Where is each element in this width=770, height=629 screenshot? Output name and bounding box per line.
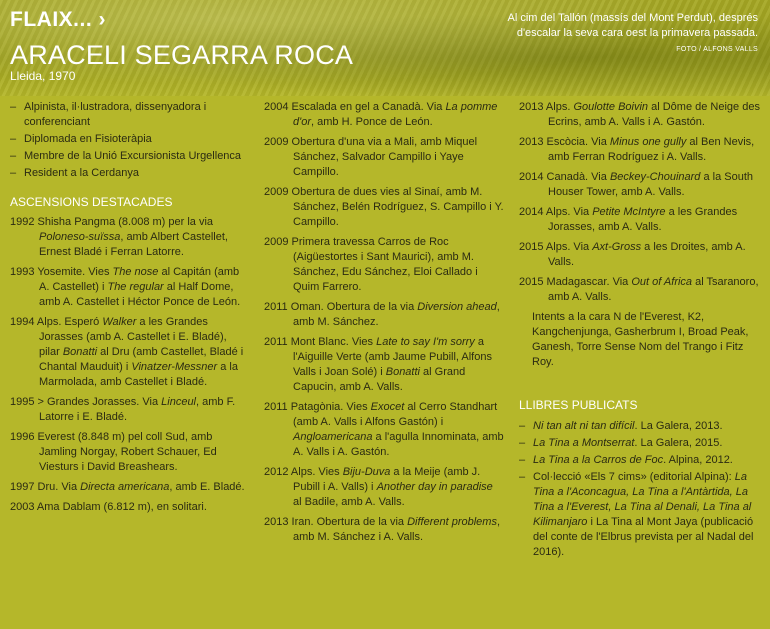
books-list: [519, 419, 764, 560]
ascent-entry: 2011 Mont Blanc. Vies Late to say I'm sorry a l'Aiguille Verte (amb Jaume Pubill, Alfons Valls i Joan Solé) i Bonatti al Grand Capucin, amb A. Valls.: [264, 336, 492, 393]
ascents-heading: ASCENSIONS DESTACADES: [10, 195, 173, 209]
ascent-entry: 1997 Dru. Via Directa americana, amb E. Bladé.: [10, 481, 245, 493]
book-item: – Col·lecció «Els 7 cims» (editorial Alpina): La Tina a l'Aconcagua, La Tina a l'Antàrtida, La Tina a l'Everest, La Tina al Denali, La Tina al Kilimanjaro i La Tina al Mont Jaya (publicació del conte de l'Elbrus prevista per al Nadal del 2016).: [519, 470, 764, 560]
header-photo: [0, 0, 770, 96]
book-item: – La Tina a la Carros de Foc. Alpina, 2012.: [519, 453, 764, 468]
ascent-entry: 2014 Alps. Via Petite McIntyre a les Grandes Jorasses, amb A. Valls.: [519, 206, 738, 233]
ascent-entry: 1994 Alps. Esperó Walker a les Grandes Jorasses (amb A. Castellet i E. Bladé), pilar Bonatti al Dru (amb Castellet, Bladé i Chantal Mauduit) i Vinatzer-Messner a la Marmolada, amb Castellet i Bladé.: [10, 316, 244, 388]
ascent-entry: 1992 Shisha Pangma (8.008 m) per la via Poloneso-suïssa, amb Albert Castellet, Ernest Bladé i Ferran Latorre.: [10, 216, 228, 258]
ascent-entry: 2015 Madagascar. Via Out of Africa al Tsaranoro, amb A. Valls.: [519, 276, 759, 303]
section-kicker: FLAIX... ›: [10, 8, 106, 31]
caption-text: Al cim del Tallón (massís del Mont Perdut), després d'escalar la seva cara oest la primavera passada.: [507, 12, 758, 39]
ascent-entry: 2014 Canadà. Via Beckey-Chouinard a la South Houser Tower, amb A. Valls.: [519, 171, 754, 198]
ascent-entry: 2012 Alps. Vies Biju-Duva a la Meije (amb J. Pubill i A. Valls) i Another day in paradise al Badile, amb A. Valls.: [264, 466, 493, 508]
ascent-entry: 1995 > Grandes Jorasses. Via Linceul, amb F. Latorre i E. Bladé.: [10, 396, 236, 423]
profile-place: Lleida, 1970: [10, 69, 76, 83]
ascent-entry: 2013 Escòcia. Via Minus one gully al Ben Nevis, amb Ferran Rodríguez i A. Valls.: [519, 136, 755, 163]
bio-item: – Diplomada en Fisioteràpia: [10, 132, 250, 147]
attempts-text: Intents a la cara N de l'Everest, K2, Kangchenjunga, Gasherbrum I, Broad Peak, Ganesh, Torre Sense Nom del Trango i Fitz Roy.: [532, 311, 749, 368]
profile-name: ARACELI SEGARRA ROCA: [10, 40, 354, 70]
ascent-entry: 2004 Escalada en gel a Canadà. Via La pomme d'or, amb H. Ponce de León.: [264, 101, 498, 128]
ascent-entry: 2009 Primera travessa Carros de Roc (Aigüestortes i Sant Maurici), amb M. Sánchez, Edu Sánchez, Eloi Callado i Quim Farrero.: [264, 236, 478, 293]
ascent-entry: 2009 Obertura d'una via a Mali, amb Miquel Sánchez, Salvador Campillo i Yaye Campillo.: [264, 136, 478, 178]
photo-caption: [498, 11, 758, 57]
column-3: [519, 100, 764, 562]
ascent-entry: 1996 Everest (8.848 m) pel coll Sud, amb Jamling Norgay, Robert Schauer, Ed Viesturs i David Breashears.: [10, 431, 217, 473]
bio-item: – Membre de la Unió Excursionista Urgellenca: [10, 149, 250, 164]
bio-item: – Alpinista, il·lustradora, dissenyadora i conferenciant: [10, 100, 250, 130]
ascent-entry: 2013 Iran. Obertura de la via Different problems, amb M. Sánchez i A. Valls.: [264, 516, 501, 543]
column-1: [10, 100, 250, 520]
chevron-right-icon: ›: [92, 8, 106, 31]
ascent-entry: 1993 Yosemite. Vies The nose al Capitán (amb A. Castellet) i The regular al Half Dome, amb A. Castellet i Héctor Ponce de León.: [10, 266, 241, 308]
photo-credit: FOTO / ALFONS VALLS: [676, 46, 758, 53]
ascent-entry: 2003 Ama Dablam (6.812 m), en solitari.: [10, 501, 207, 513]
ascent-entry: 2013 Alps. Goulotte Boivin al Dôme de Neige des Ecrins, amb A. Valls i A. Gastón.: [519, 101, 760, 128]
ascent-entry: 2011 Oman. Obertura de la via Diversion ahead, amb M. Sánchez.: [264, 301, 500, 328]
ascent-entry: 2015 Alps. Via Axt-Gross a les Droites, amb A. Valls.: [519, 241, 746, 268]
column-2: [264, 100, 504, 550]
ascent-entry: 2009 Obertura de dues vies al Sinaí, amb M. Sánchez, Belén Rodríguez, S. Campillo i Y. Campillo.: [264, 186, 504, 228]
ascent-entry: 2011 Patagònia. Vies Exocet al Cerro Standhart (amb A. Valls i Alfons Gastón) i Angloamericana a l'agulla Innominata, amb A. Valls i A. Gastón.: [264, 401, 504, 458]
bio-item: – Resident a la Cerdanya: [10, 166, 250, 181]
bio-list: [10, 100, 250, 181]
book-item: – Ni tan alt ni tan difícil. La Galera, 2013.: [519, 419, 764, 434]
books-heading: LLIBRES PUBLICATS: [519, 398, 638, 412]
book-item: – La Tina a Montserrat. La Galera, 2015.: [519, 436, 764, 451]
